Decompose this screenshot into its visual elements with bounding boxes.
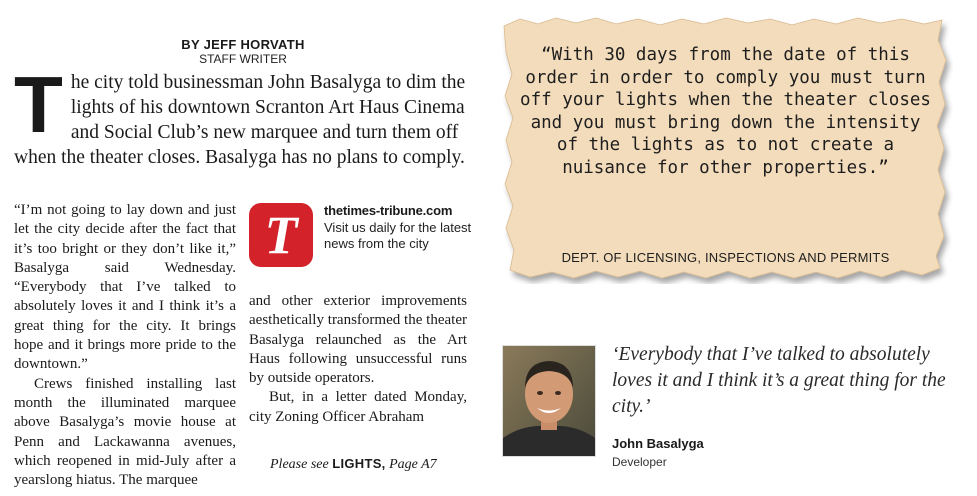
column1-paragraph: “I’m not going to lay down and just let the city decide after the fact that it’s too bright or they don’t like it,” Basalyga said Wednesday. “Everybody that I’ve talked to absolutely loves it and I think it’s a great thing for the city. It brings hope and it brings more pride to the downtown.” (14, 202, 236, 373)
jump-line (270, 456, 437, 473)
jump-page: Page A7 (389, 457, 437, 472)
headshot-photo (502, 345, 596, 457)
drop-cap: T (14, 60, 63, 149)
column2-paragraph: and other exterior improvements aesthetically transformed the theater Basalyga relaunched as the Art Haus following unsuccessful runs by outside operators. (249, 293, 467, 387)
promo-site-link[interactable]: thetimes-tribune.com (324, 203, 453, 218)
lede-paragraph (14, 60, 482, 170)
pull-quote-name: John Basalyga (612, 436, 704, 451)
pull-quote: ‘Everybody that I’ve talked to absolutely loves it and I think it’s a great thing for the city.’ (612, 344, 946, 417)
pull-quote-role: Developer (612, 455, 667, 469)
column1-paragraph: Crews finished installing last month the illuminated marquee above Basalyga’s movie house at Penn and Lackawanna avenues, which reopened in mid-July after a yearslong hiatus. The marquee (14, 375, 236, 489)
notice-quote: “With 30 days from the date of this order in order to comply you must turn off your lights when the theater closes and you must bring down the intensity of the lights as to not create a nuisance for other properties.” (520, 45, 931, 178)
notice-source: DEPT. OF LICENSING, INSPECTIONS AND PERMITS (561, 250, 890, 265)
byline (178, 37, 308, 66)
logo-letter: T (264, 205, 298, 265)
jump-prefix: Please see (270, 457, 329, 472)
times-tribune-logo-icon (249, 203, 313, 267)
article-column-2 (249, 292, 467, 427)
article-column-1 (14, 201, 236, 490)
jump-slug: LIGHTS, (332, 456, 386, 471)
notice-callout (498, 16, 953, 284)
byline-role: STAFF WRITER (199, 52, 287, 66)
promo-description: Visit us daily for the latest news from the city (324, 220, 472, 251)
website-promo[interactable] (249, 203, 479, 273)
column2-paragraph: But, in a letter dated Monday, city Zoning Officer Abraham (249, 389, 467, 425)
byline-author: BY JEFF HORVATH (181, 37, 305, 52)
lede-text: he city told businessman John Basalyga to dim the lights of his downtown Scranton Art Haus Cinema and Social Club’s new marquee and turn them off when the theater closes. Basalyga has no plans to comply. (14, 72, 466, 168)
